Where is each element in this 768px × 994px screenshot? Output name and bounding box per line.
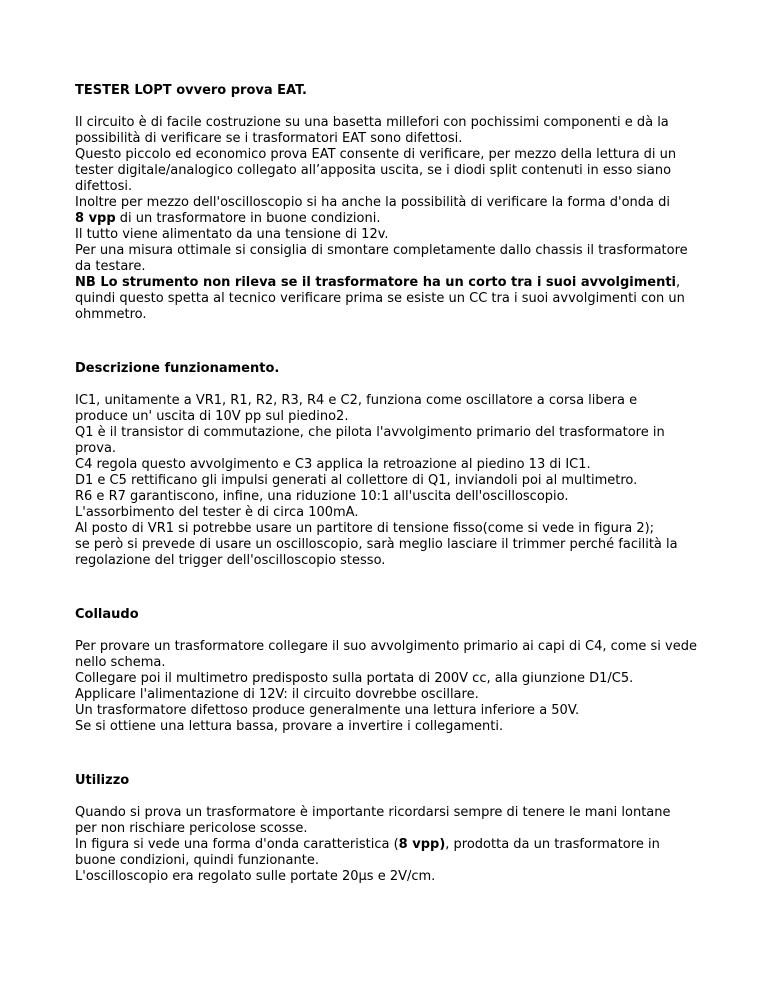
utilizzo-section: [75, 805, 695, 885]
intro-line: Il circuito è di facile costruzione su una basetta millefori con pochissimi componenti e dà la: [75, 115, 669, 130]
descrizione-line: Q1 è il transistor di commutazione, che pilota l'avvolgimento primario del trasformatore in: [75, 425, 665, 440]
collaudo-line: Se si ottiene una lettura bassa, provare a invertire i collegamenti.: [75, 719, 504, 734]
intro-line: Inoltre per mezzo dell'oscilloscopio si ha anche la possibilità di verificare la forma d'onda di: [75, 195, 671, 210]
collaudo-line: Applicare l'alimentazione di 12V: il circuito dovrebbe oscillare.: [75, 687, 479, 702]
collaudo-section: [75, 639, 695, 735]
descrizione-line: R6 e R7 garantiscono, infine, una riduzione 10:1 all'uscita dell'oscilloscopio.: [75, 489, 569, 504]
intro-line: [75, 275, 695, 291]
intro-line: ohmmetro.: [75, 307, 147, 322]
descrizione-section: [75, 393, 695, 569]
utilizzo-line: per non rischiare pericolose scosse.: [75, 821, 308, 836]
descrizione-line: prova.: [75, 441, 117, 456]
nb-warning: NB Lo strumento non rileva se il trasformatore ha un corto tra i suoi avvolgimenti: [75, 275, 676, 290]
collaudo-line: Collegare poi il multimetro predisposto sulla portata di 200V cc, alla giunzione D1/C5.: [75, 671, 634, 686]
vpp-highlight: 8 vpp): [398, 837, 446, 852]
intro-line: quindi questo spetta al tecnico verificare prima se esiste un CC tra i suoi avvolgimenti con un: [75, 291, 685, 306]
intro-line: tester digitale/analogico collegato all’apposita uscita, se i diodi split contenuti in esso siano: [75, 163, 672, 178]
descrizione-line: Al posto di VR1 si potrebbe usare un partitore di tensione fisso(come si vede in figura 2);: [75, 521, 655, 536]
collaudo-line: Un trasformatore difettoso produce generalmente una lettura inferiore a 50V.: [75, 703, 580, 718]
collaudo-line: nello schema.: [75, 655, 166, 670]
utilizzo-line: L'oscilloscopio era regolato sulle portate 20µs e 2V/cm.: [75, 869, 436, 884]
utilizzo-line: buone condizioni, quindi funzionante.: [75, 853, 319, 868]
intro-line: da testare.: [75, 259, 146, 274]
intro-line: possibilità di verificare se i trasformatori EAT sono difettosi.: [75, 131, 463, 146]
section-heading-descrizione: Descrizione funzionamento.: [75, 361, 280, 376]
descrizione-line: D1 e C5 rettificano gli impulsi generati al collettore di Q1, inviandoli poi al multimetro.: [75, 473, 638, 488]
descrizione-line: produce un' uscita di 10V pp sul piedino2.: [75, 409, 349, 424]
descrizione-line: L'assorbimento del tester è di circa 100mA.: [75, 505, 359, 520]
intro-line: Questo piccolo ed economico prova EAT consente di verificare, per mezzo della lettura di un: [75, 147, 677, 162]
intro-text: ,: [676, 275, 681, 290]
document-page: [75, 83, 695, 885]
section-heading-utilizzo: Utilizzo: [75, 773, 130, 788]
collaudo-line: Per provare un trasformatore collegare il suo avvolgimento primario ai capi di C4, come si vede: [75, 639, 697, 654]
section-heading-collaudo: Collaudo: [75, 607, 139, 622]
document-title: TESTER LOPT ovvero prova EAT.: [75, 83, 307, 98]
intro-line: difettosi.: [75, 179, 133, 194]
descrizione-line: se però si prevede di usare un oscilloscopio, sarà meglio lasciare il trimmer perché facilità la: [75, 537, 678, 552]
descrizione-line: IC1, unitamente a VR1, R1, R2, R3, R4 e C2, funziona come oscillatore a corsa libera e: [75, 393, 638, 408]
descrizione-line: regolazione del trigger dell'oscilloscopio stesso.: [75, 553, 386, 568]
intro-text: di un trasformatore in buone condizioni.: [115, 211, 381, 226]
intro-line: [75, 211, 695, 227]
intro-line: Il tutto viene alimentato da una tensione di 12v.: [75, 227, 389, 242]
descrizione-line: C4 regola questo avvolgimento e C3 applica la retroazione al piedino 13 di IC1.: [75, 457, 591, 472]
utilizzo-text: , prodotta da un trasformatore in: [445, 837, 660, 852]
utilizzo-line: Quando si prova un trasformatore è importante ricordarsi sempre di tenere le mani lontane: [75, 805, 671, 820]
vpp-highlight: 8 vpp: [75, 211, 116, 226]
utilizzo-line: [75, 837, 695, 853]
utilizzo-text: In figura si vede una forma d'onda caratteristica (: [75, 837, 399, 852]
intro-line: Per una misura ottimale si consiglia di smontare completamente dallo chassis il trasformatore: [75, 243, 688, 258]
intro-section: [75, 115, 695, 323]
